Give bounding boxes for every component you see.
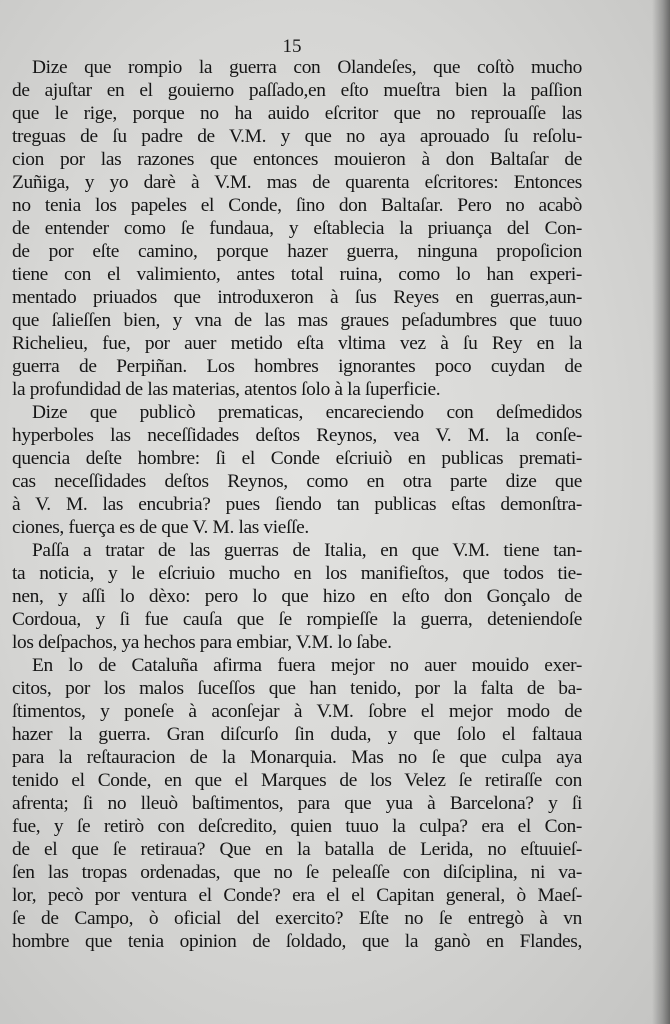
text-line: de por eſte camino, porque hazer guerra, ninguna propoſicion [12, 241, 582, 262]
text-line: à V. M. las encubria? pues ſiendo tan publicas eſtas demonſtra- [12, 494, 582, 515]
text-line: Paſſa a tratar de las guerras de Italia, en que V.M. tiene tan- [32, 540, 582, 561]
text-line: citos, por los malos ſuceſſos que han tenido, por la falta de ba- [12, 678, 582, 699]
text-line: ſtimentos, y poneſe à aconſejar à V.M. ſobre el mejor modo de [12, 701, 582, 722]
text-line: ta noticia, y le eſcriuio mucho en los manifieſtos, que todos tie- [12, 563, 582, 584]
text-line: mentado priuados que introduxeron à ſus Reyes en guerras,aun- [12, 287, 582, 308]
text-line: de entender como ſe fundaua, y eſtablecia la priuança del Con- [12, 218, 582, 239]
text-line: afrenta; ſi no lleuò baſtimentos, para que yua à Barcelona? y ſi [12, 793, 582, 814]
text-line: ciones, fuerça es de que V. M. las vieſſe. [12, 517, 309, 538]
text-line: de ajuſtar en el gouierno paſſado,en eſto mueſtra bien la paſſion [12, 80, 582, 101]
text-line: hazer la guerra. Gran diſcurſo ſin duda, y que ſolo el faltaua [12, 724, 582, 745]
text-line: ſe de Campo, ò oficial del exercito? Eſte no ſe entregò à vn [12, 908, 582, 929]
text-line: Zuñiga, y yo darè à V.M. mas de quarenta eſcritores: Entonces [12, 172, 582, 193]
text-line: no tenia los papeles el Conde, ſino don Baltaſar. Pero no acabò [12, 195, 582, 216]
text-line: lor, pecò por ventura el Conde? era el el Capitan general, ò Maeſ- [12, 885, 582, 906]
text-line: los deſpachos, ya hechos para embiar, V.M. lo ſabe. [12, 632, 392, 653]
text-line: que le rige, porque no ha auido eſcritor que no reprouaſſe las [12, 103, 582, 124]
text-line: treguas de ſu padre de V.M. y que no aya aprouado ſu reſolu- [12, 126, 582, 147]
text-line: Cordoua, y ſi fue cauſa que ſe rompieſſe la guerra, deteniendoſe [12, 609, 582, 630]
text-line: quencia deſte hombre: ſi el Conde eſcriuiò en publicas premati- [12, 448, 582, 469]
text-line: fue, y ſe retirò con deſcredito, quien tuuo la culpa? era el Con- [12, 816, 582, 837]
page-gutter-shadow [652, 0, 670, 1024]
text-line: cion por las razones que entonces mouieron à don Baltaſar de [12, 149, 582, 170]
text-line: hyperboles las neceſſidades deſtos Reynos, vea V. M. la conſe- [12, 425, 582, 446]
text-line: de el que ſe retiraua? Que en la batalla de Lerida, no eſtuuieſ- [12, 839, 582, 860]
text-line: Richelieu, fue, por auer metido eſta vltima vez à ſu Rey en la [12, 333, 582, 354]
text-line: tiene con el valimiento, antes total ruina, como lo han experi- [12, 264, 582, 285]
text-line: En lo de Cataluña afirma fuera mejor no auer mouido exer- [32, 655, 582, 676]
text-line: que ſalieſſen bien, y vna de las mas graues peſadumbres que tuuo [12, 310, 582, 331]
text-line: nen, y aſſi lo dèxo: pero lo que hizo en eſto don Gonçalo de [12, 586, 582, 607]
text-line: hombre que tenia opinion de ſoldado, que la ganò en Flandes, [12, 931, 582, 952]
text-line: guerra de Perpiñan. Los hombres ignorantes poco cuydan de [12, 356, 582, 377]
text-line: la profundidad de las materias, atentos ſolo à la ſuperficie. [12, 379, 441, 400]
page-number: 15 [282, 36, 302, 57]
text-line: Dize que rompio la guerra con Olandeſes, que coſtò mucho [32, 57, 582, 78]
text-line: cas neceſſidades deſtos Reynos, como en otra parte dize que [12, 471, 582, 492]
text-line: para la reſtauracion de la Monarquia. Mas no ſe que culpa aya [12, 747, 582, 768]
text-line: Dize que publicò prematicas, encareciendo con deſmedidos [32, 402, 582, 423]
text-line: ſen las tropas ordenadas, que no ſe peleaſſe con diſciplina, ni va- [12, 862, 582, 883]
body-text [12, 56, 582, 953]
text-line: tenido el Conde, en que el Marques de los Velez ſe retiraſſe con [12, 770, 582, 791]
